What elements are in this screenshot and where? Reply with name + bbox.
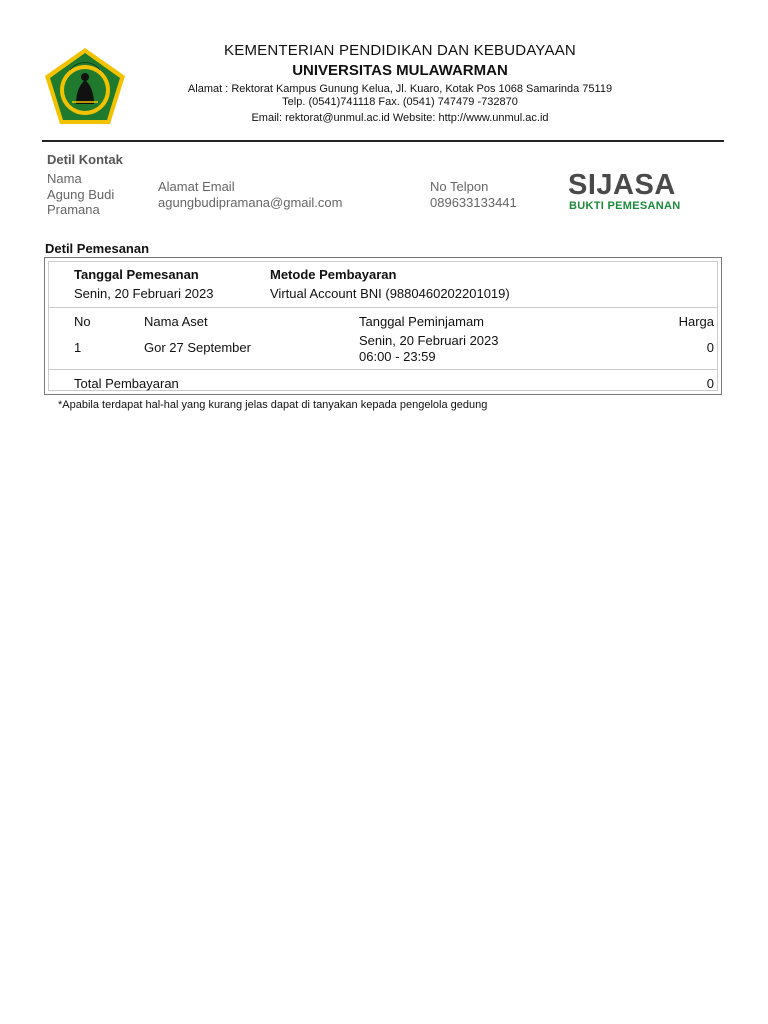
name-label: Nama bbox=[47, 171, 82, 186]
order-date-label: Tanggal Pemesanan bbox=[74, 267, 199, 282]
payment-method-label: Metode Pembayaran bbox=[270, 267, 397, 282]
column-header-asset: Nama Aset bbox=[144, 314, 208, 329]
row-loan-time: 06:00 - 23:59 bbox=[359, 349, 436, 364]
row-no: 1 bbox=[74, 340, 82, 355]
row-asset: Gor 27 September bbox=[144, 340, 251, 355]
column-header-no: No bbox=[74, 314, 91, 329]
letterhead-divider bbox=[42, 140, 724, 142]
footnote: *Apabila terdapat hal-hal yang kurang jelas dapat di tanyakan kepada pengelola gedung bbox=[58, 399, 488, 411]
sijasa-brand: SIJASA bbox=[568, 169, 676, 201]
table-divider bbox=[49, 369, 717, 370]
university-contact-line: Email: rektorat@unmul.ac.id Website: http://www.unmul.ac.id bbox=[251, 112, 549, 124]
column-header-loan-date: Tanggal Peminjamam bbox=[359, 314, 485, 329]
payment-method-value: Virtual Account BNI (9880460202201019) bbox=[270, 286, 510, 301]
total-value: 0 bbox=[706, 376, 714, 391]
phone-value: 089633133441 bbox=[430, 195, 517, 210]
university-address bbox=[140, 83, 660, 109]
university-logo bbox=[42, 46, 128, 128]
ministry-title: KEMENTERIAN PENDIDIKAN DAN KEBUDAYAAN bbox=[224, 42, 576, 59]
email-label: Alamat Email bbox=[158, 179, 235, 194]
order-details-box bbox=[44, 257, 722, 395]
name-value: Agung Budi Pramana bbox=[47, 187, 115, 217]
row-price: 0 bbox=[706, 340, 714, 355]
order-section-title: Detil Pemesanan bbox=[45, 241, 150, 256]
booking-proof-subtitle: BUKTI PEMESANAN bbox=[569, 200, 681, 212]
row-loan-date: Senin, 20 Februari 2023 bbox=[359, 333, 499, 348]
column-header-price: Harga bbox=[678, 314, 714, 329]
email-value: agungbudipramana@gmail.com bbox=[158, 195, 343, 210]
university-title: UNIVERSITAS MULAWARMAN bbox=[292, 62, 508, 79]
total-label: Total Pembayaran bbox=[74, 376, 179, 391]
table-divider bbox=[49, 307, 717, 308]
order-details-inner bbox=[48, 261, 718, 391]
order-date-value: Senin, 20 Februari 2023 bbox=[74, 286, 214, 301]
address-line-2: Telp. (0541)741118 Fax. (0541) 747479 -732870 bbox=[282, 96, 518, 108]
contact-section-title: Detil Kontak bbox=[47, 152, 123, 167]
phone-label: No Telpon bbox=[430, 179, 489, 194]
address-line-1: Alamat : Rektorat Kampus Gunung Kelua, Jl. Kuaro, Kotak Pos 1068 Samarinda 75119 bbox=[187, 83, 613, 95]
